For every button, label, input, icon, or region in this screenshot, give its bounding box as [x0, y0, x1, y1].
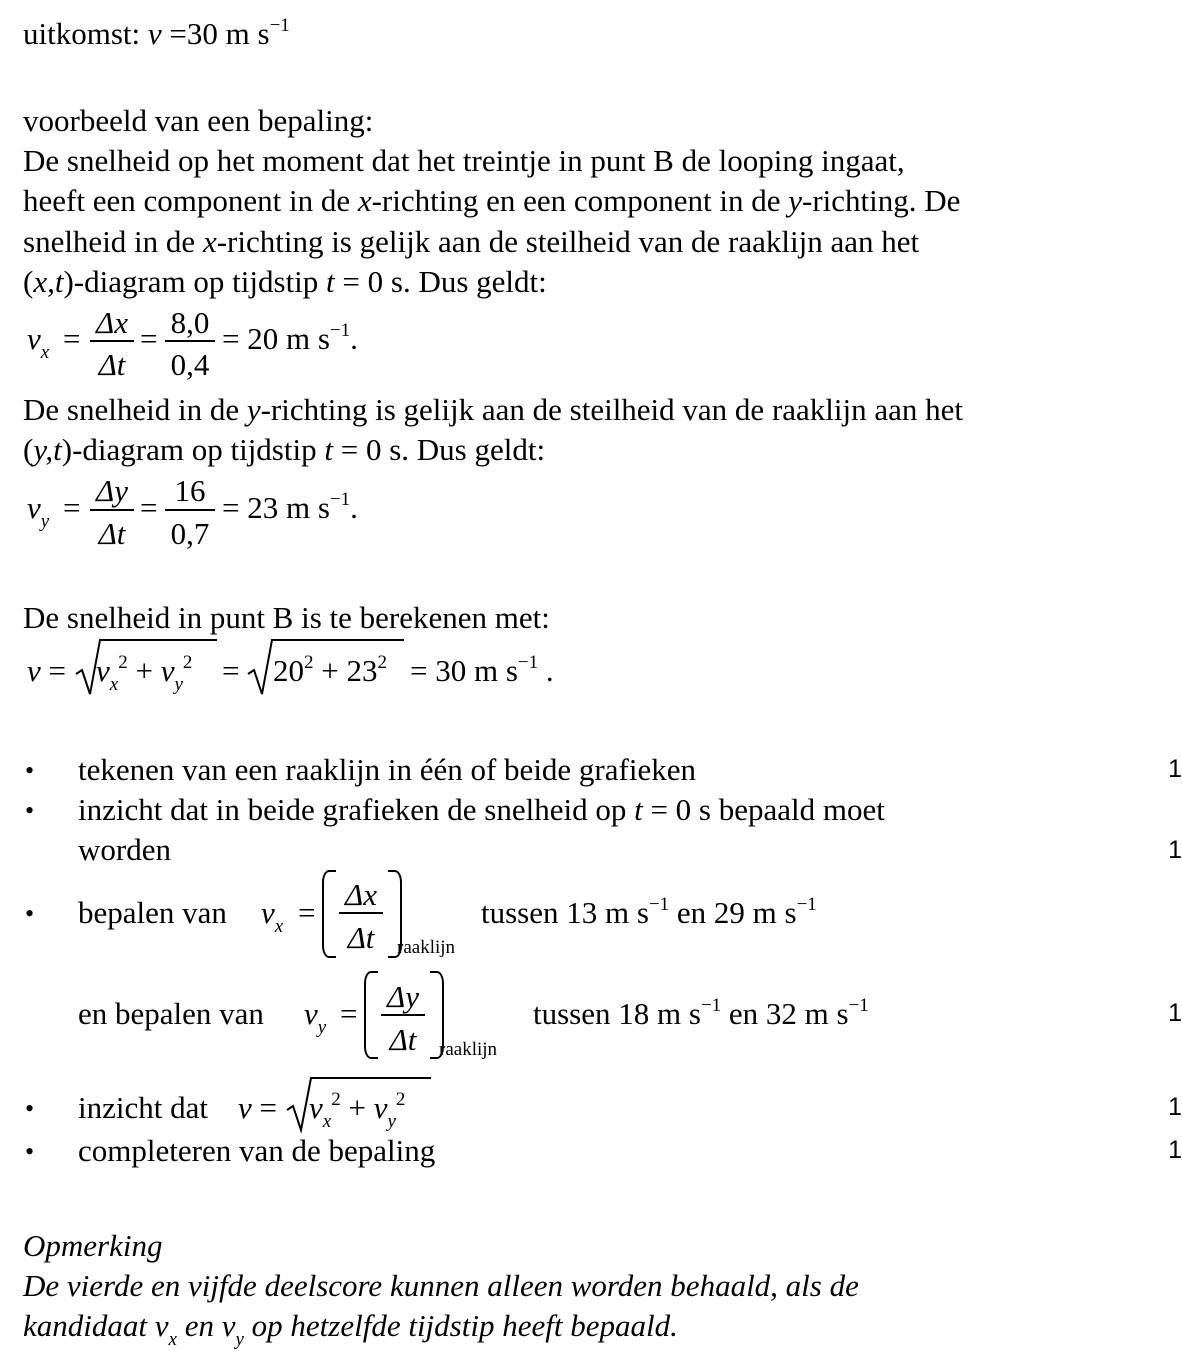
criterion-4-num: Δy — [387, 979, 419, 1014]
vx-result: = 20 m $s^{-1}$. — [222, 320, 358, 356]
criterion-3-label: bepalen van — [78, 895, 227, 930]
criterion-4-range: tussen 18 m $s^{-1}$ en 32 m $s^{-1}$ — [533, 995, 869, 1031]
score-1: 1 — [1168, 755, 1182, 783]
vy-num1: Δy — [96, 473, 128, 508]
vy-den2: 0,7 — [170, 516, 210, 551]
para1-xt: x,t — [33, 264, 64, 299]
para1-line3 — [23, 226, 919, 257]
vy-equals2: = — [140, 490, 158, 525]
criterion-4-bar — [381, 1014, 425, 1016]
para1-text: -richting. De — [802, 183, 961, 218]
para1-t: t — [326, 264, 335, 299]
bullet: • — [25, 796, 35, 825]
vy-bar1 — [90, 509, 134, 511]
criterion-4-label: en bepalen van — [78, 996, 264, 1031]
para1-text: )-diagram op tijdstip — [63, 264, 327, 299]
v-rad1: $v_x^2 + v_y^2$ — [96, 652, 193, 695]
criterion-4-symbol: $v_y$ — [304, 996, 327, 1038]
para1-line1: De snelheid op het moment dat het treintje in punt B de looping ingaat, — [23, 143, 905, 178]
para1-text: -richting is gelijk aan de steilheid van de raaklijn aan het — [216, 224, 920, 259]
criterion-3-bar — [339, 912, 383, 914]
result-number: 30 — [186, 16, 218, 51]
para2-y: y — [246, 392, 261, 427]
vy-equals: = — [63, 490, 81, 525]
v-rad2: $20^2 + 23^2$ — [273, 652, 387, 688]
remark-line1: De vierde en vijfde deelscore kunnen alleen worden behaald, als de — [23, 1268, 859, 1303]
bullet: • — [25, 1094, 35, 1123]
vx-bar1 — [90, 340, 134, 342]
para2-text: )-diagram op tijdstip — [61, 432, 325, 467]
left-paren-icon — [364, 971, 378, 1059]
criterion-3-range: tussen 13 m $s^{-1}$ en 29 m $s^{-1}$ — [481, 894, 817, 930]
criterion-2-cont: worden — [78, 832, 171, 867]
criterion-1: tekenen van een raaklijn in één of beide grafieken — [78, 752, 696, 787]
result-equals: = — [169, 16, 187, 51]
score-3: 1 — [1168, 999, 1182, 1027]
result-exponent: −1 — [269, 15, 290, 36]
criterion-4-subscript: raaklijn — [439, 1039, 498, 1060]
vy-symbol: $v_y$ — [27, 490, 50, 532]
score-2: 1 — [1168, 836, 1182, 864]
para1-line4 — [23, 266, 547, 297]
bullet: • — [25, 756, 35, 785]
remark-line2: kandidaat $v_x$ en $v_y$ op hetzelfde tijdstip heeft bepaald. — [23, 1308, 678, 1350]
para1-text: = 0 s. Dus geldt: — [334, 264, 547, 299]
result-label: uitkomst: — [23, 16, 141, 51]
criterion-3-num: Δx — [345, 877, 377, 912]
remark-title: Opmerking — [23, 1228, 163, 1263]
vx-num2: 8,0 — [170, 305, 210, 340]
para2-text: De snelheid in de — [23, 392, 247, 427]
vy-den1: Δt — [98, 516, 126, 551]
example-title: voorbeeld van een bepaling: — [23, 103, 374, 138]
para1-x: x — [357, 183, 372, 218]
left-paren-icon — [322, 870, 336, 958]
para1-text: snelheid in de — [23, 224, 203, 259]
result-unit: m s — [225, 16, 270, 51]
vx-num1: Δx — [96, 305, 128, 340]
para1-x: x — [202, 224, 217, 259]
para2-line1 — [23, 394, 963, 425]
criterion-3-den: Δt — [347, 920, 375, 955]
score-5: 1 — [1168, 1136, 1182, 1164]
para2-text: = 0 s. Dus geldt: — [332, 432, 546, 467]
vy-result: = 23 m $s^{-1}$. — [222, 489, 358, 525]
vx-den1: Δt — [98, 347, 126, 382]
criterion-6: completeren van de bepaling — [78, 1133, 436, 1168]
vx-equals: = — [63, 321, 81, 356]
v-eq2: = — [222, 653, 240, 688]
criterion-4-equals: = — [340, 996, 358, 1031]
criterion-3-equals: = — [298, 895, 316, 930]
para2-text: -richting is gelijk aan de steilheid van de raaklijn aan het — [260, 392, 964, 427]
vx-equals2: = — [140, 321, 158, 356]
para2-line2 — [23, 434, 545, 465]
criterion-3-subscript: raaklijn — [397, 937, 456, 958]
vx-bar2 — [165, 340, 215, 342]
v-lhs: v = — [27, 653, 66, 688]
result-symbol: v — [147, 16, 162, 51]
criterion-4-den: Δt — [389, 1022, 417, 1057]
para2-t: t — [324, 432, 333, 467]
para1-y: y — [788, 183, 803, 218]
result-line — [23, 15, 290, 51]
vy-bar2 — [165, 509, 215, 511]
criterion-5-lhs: v = — [238, 1090, 277, 1125]
para1-line2 — [23, 185, 960, 216]
criterion-5-radicand: $v_x^2 + v_y^2$ — [309, 1089, 406, 1132]
criterion-5-label: inzicht dat — [78, 1090, 208, 1125]
criterion-3-symbol: $v_x$ — [261, 895, 284, 937]
bullet: • — [25, 899, 35, 928]
para1-text: -richting en een component in de — [371, 183, 789, 218]
v-result: = 30 m $s^{-1}$ . — [410, 652, 554, 688]
vy-num2: 16 — [174, 473, 206, 508]
vx-symbol: $v_x$ — [27, 321, 50, 363]
para1-text: ( — [23, 264, 34, 299]
para3: De snelheid in punt B is te berekenen met: — [23, 600, 550, 635]
score-4: 1 — [1168, 1093, 1182, 1121]
bullet: • — [25, 1137, 35, 1166]
para2-text: ( — [23, 432, 34, 467]
criterion-2: inzicht dat in beide grafieken de snelheid op t = 0 s bepaald moet — [78, 792, 885, 827]
vx-den2: 0,4 — [170, 347, 210, 382]
para2-yt: y,t — [33, 432, 62, 467]
para1-text: heeft een component in de — [23, 183, 358, 218]
